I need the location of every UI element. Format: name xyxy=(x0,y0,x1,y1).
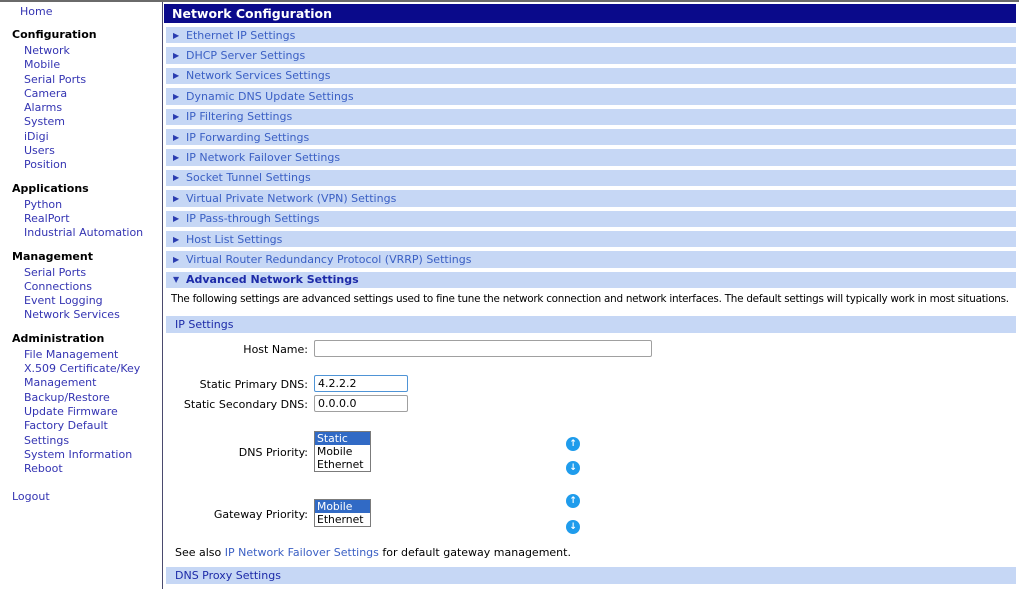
sidebar-item-industrial-automation[interactable]: Industrial Automation xyxy=(24,226,144,240)
expand-arrow-icon: ▶ xyxy=(173,112,180,122)
expand-arrow-icon: ▶ xyxy=(173,30,180,40)
dns-priority-down-button[interactable] xyxy=(566,461,580,475)
static-primary-dns-input[interactable] xyxy=(314,375,408,392)
gateway-priority-label: Gateway Priority: xyxy=(213,508,308,522)
sidebar-item-serial-ports[interactable]: Serial Ports xyxy=(24,265,87,279)
sidebar-group-header: Configuration xyxy=(12,28,97,41)
sidebar-item-realport[interactable]: RealPort xyxy=(24,211,70,225)
see-also-suffix: for default gateway management. xyxy=(378,546,571,560)
sidebar-item-network[interactable]: Network xyxy=(24,44,70,57)
sidebar-groups xyxy=(0,28,162,476)
section-dynamic-dns-update-settings[interactable] xyxy=(166,88,1016,104)
sidebar-item-system[interactable]: System xyxy=(24,115,66,129)
gateway-priority-up-button[interactable] xyxy=(566,494,580,508)
section-label: IP Pass-through Settings xyxy=(186,212,320,226)
collapse-arrow-icon: ▼ xyxy=(173,275,180,285)
sidebar-group-management xyxy=(0,250,162,323)
dns-proxy-settings-header: DNS Proxy Settings xyxy=(166,567,1016,584)
main-content xyxy=(164,2,1019,589)
expand-arrow-icon: ▶ xyxy=(173,153,180,163)
expand-arrow-icon: ▶ xyxy=(173,234,180,244)
gateway-priority-down-button[interactable] xyxy=(566,520,580,534)
sidebar-item-logout[interactable]: Logout xyxy=(12,490,50,504)
ip-network-failover-settings-link[interactable]: IP Network Failover Settings xyxy=(224,546,379,560)
section-ip-network-failover-settings[interactable] xyxy=(166,149,1016,165)
expand-arrow-icon: ▶ xyxy=(173,132,180,142)
ip-settings-header: IP Settings xyxy=(166,316,1016,333)
sidebar-item-python[interactable]: Python xyxy=(24,197,63,211)
section-label: Ethernet IP Settings xyxy=(186,28,296,42)
gateway-priority-listbox[interactable] xyxy=(314,499,371,527)
section-label: Socket Tunnel Settings xyxy=(186,171,311,185)
sidebar-item-users[interactable]: Users xyxy=(24,144,55,158)
listbox-option-mobile[interactable]: Mobile xyxy=(317,445,353,459)
sidebar-item-alarms[interactable]: Alarms xyxy=(24,101,63,115)
section-advanced-network-settings[interactable] xyxy=(166,272,1016,288)
section-list xyxy=(164,27,1019,288)
expand-arrow-icon: ▶ xyxy=(173,91,180,101)
sidebar xyxy=(0,2,163,589)
section-socket-tunnel-settings[interactable] xyxy=(166,170,1016,186)
section-label: Virtual Private Network (VPN) Settings xyxy=(186,191,397,205)
arrow-up-icon: ↑ xyxy=(569,438,577,449)
arrow-down-icon: ↓ xyxy=(569,521,577,532)
sidebar-group-header: Management xyxy=(12,249,93,263)
sidebar-item-reboot[interactable]: Reboot xyxy=(24,462,63,476)
section-label: IP Filtering Settings xyxy=(186,110,293,124)
advanced-network-settings-panel xyxy=(164,288,1016,586)
static-secondary-dns-label: Static Secondary DNS: xyxy=(183,398,308,412)
sidebar-item-network-services[interactable]: Network Services xyxy=(24,308,120,322)
dns-priority-listbox[interactable] xyxy=(314,431,371,472)
section-label: Advanced Network Settings xyxy=(186,273,359,287)
sidebar-item-home[interactable]: Home xyxy=(20,5,53,18)
sidebar-item-backup-restore[interactable]: Backup/Restore xyxy=(24,390,110,404)
arrow-down-icon: ↓ xyxy=(569,462,577,473)
sidebar-item-system-information[interactable]: System Information xyxy=(24,447,133,461)
host-name-input[interactable] xyxy=(314,340,652,357)
sidebar-group-configuration xyxy=(0,28,162,173)
sidebar-group-administration xyxy=(0,332,162,477)
arrow-up-icon: ↑ xyxy=(569,495,577,506)
listbox-option-ethernet[interactable]: Ethernet xyxy=(317,458,364,472)
page-title: Network Configuration xyxy=(164,4,1016,23)
section-label: Virtual Router Redundancy Protocol (VRRP) Settings xyxy=(186,252,472,266)
section-label: DHCP Server Settings xyxy=(186,49,306,63)
expand-arrow-icon: ▶ xyxy=(173,71,180,81)
expand-arrow-icon: ▶ xyxy=(173,214,180,224)
sidebar-item-file-management[interactable]: File Management xyxy=(24,347,119,361)
sidebar-item-idigi[interactable]: iDigi xyxy=(24,129,49,143)
section-label: Dynamic DNS Update Settings xyxy=(186,89,354,103)
listbox-option-static[interactable]: Static xyxy=(315,432,370,445)
sidebar-item-event-logging[interactable]: Event Logging xyxy=(24,294,103,308)
sidebar-item-update-firmware[interactable]: Update Firmware xyxy=(24,404,118,418)
static-secondary-dns-input[interactable] xyxy=(314,395,408,412)
dns-priority-label: DNS Priority: xyxy=(238,446,308,460)
section-ip-filtering-settings[interactable] xyxy=(166,109,1016,125)
section-label: Host List Settings xyxy=(186,232,283,246)
section-virtual-router-redundancy-protocol-vrrp-settings[interactable] xyxy=(166,251,1016,267)
sidebar-item-serial-ports[interactable]: Serial Ports xyxy=(24,72,87,86)
expand-arrow-icon: ▶ xyxy=(173,51,180,61)
sidebar-item-mobile[interactable]: Mobile xyxy=(24,58,61,72)
section-label: IP Forwarding Settings xyxy=(186,130,310,144)
sidebar-group-applications xyxy=(0,182,162,241)
section-label: Network Services Settings xyxy=(186,69,331,83)
sidebar-item-factory-default-settings[interactable]: Factory Default Settings xyxy=(24,419,108,447)
expand-arrow-icon: ▶ xyxy=(173,193,180,203)
see-also-prefix: See also xyxy=(175,546,225,560)
listbox-option-ethernet[interactable]: Ethernet xyxy=(317,513,364,527)
section-ethernet-ip-settings[interactable] xyxy=(166,27,1016,43)
dns-priority-up-button[interactable] xyxy=(566,437,580,451)
sidebar-item-connections[interactable]: Connections xyxy=(24,279,92,293)
static-primary-dns-label: Static Primary DNS: xyxy=(199,378,308,392)
section-host-list-settings[interactable] xyxy=(166,231,1016,247)
host-name-label: Host Name: xyxy=(243,343,308,357)
listbox-option-mobile[interactable]: Mobile xyxy=(315,500,370,513)
sidebar-group-header: Administration xyxy=(12,331,105,345)
section-dhcp-server-settings[interactable] xyxy=(166,47,1016,63)
section-label: IP Network Failover Settings xyxy=(186,151,341,165)
sidebar-group-header: Applications xyxy=(12,181,89,195)
expand-arrow-icon: ▶ xyxy=(173,254,180,264)
section-ip-pass-through-settings[interactable] xyxy=(166,211,1016,227)
see-also-note xyxy=(175,546,571,559)
advanced-settings-description: The following settings are advanced settings used to fine tune the network connection and network interfaces. The default settings will typically work in most situations. xyxy=(171,293,1009,306)
section-virtual-private-network-vpn-settings[interactable] xyxy=(166,190,1016,206)
sidebar-item-x-509-certificate-key-management[interactable]: X.509 Certificate/Key Management xyxy=(24,362,141,390)
sidebar-item-camera[interactable]: Camera xyxy=(24,86,68,100)
expand-arrow-icon: ▶ xyxy=(173,173,180,183)
section-network-services-settings[interactable] xyxy=(166,68,1016,84)
sidebar-item-position[interactable]: Position xyxy=(24,158,67,172)
section-ip-forwarding-settings[interactable] xyxy=(166,129,1016,145)
